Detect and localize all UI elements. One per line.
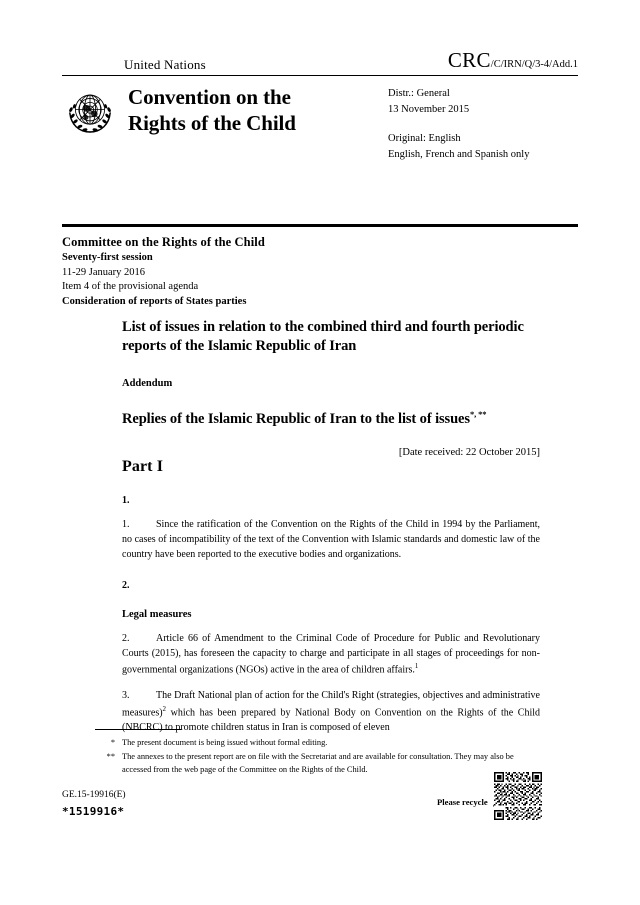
addendum-label: Addendum: [122, 377, 173, 389]
footnote-text: The present document is being issued without formal editing.: [122, 738, 328, 747]
available-languages: English, French and Spanish only: [388, 148, 530, 160]
un-emblem-icon: [62, 85, 118, 141]
subheading-legal-measures: Legal measures: [122, 608, 192, 620]
section-divider: [62, 224, 578, 227]
committee-session: Seventy-first session: [62, 252, 153, 264]
masthead-right: [388, 83, 578, 162]
original-language: Original: English: [388, 133, 461, 145]
job-number: GE.15-19916(E): [62, 790, 126, 800]
masthead-left: [62, 83, 296, 162]
replies-title: [122, 409, 540, 428]
masthead: [62, 48, 578, 162]
agenda-item: Item 4 of the provisional agenda: [62, 281, 199, 293]
committee-block: [62, 234, 578, 309]
part-heading: Part I: [122, 458, 164, 475]
footnote-row: [95, 751, 535, 777]
agenda-topic: Consideration of reports of States parties: [62, 295, 247, 307]
paragraph-3: [122, 688, 540, 735]
page-title: List of issues in relation to the combined third and fourth periodic reports of the Islamic Republic of Iran: [122, 319, 524, 355]
footnote-row: [95, 737, 535, 750]
footnote-marker: **: [106, 751, 115, 761]
footnote-divider: [95, 729, 181, 730]
paragraph-2-text: Article 66 of Amendment to the Criminal Code of Procedure for Public and Revolutionary Courts (2015), has foreseen the capacity to charge and participate in all stages of proceedings for non-governmental organizations (NGOs) active in the area of children affairs.: [122, 632, 540, 676]
document-symbol-main: CRC: [447, 48, 491, 72]
question-number-2: 2.: [122, 579, 130, 591]
footnotes-block: [95, 737, 535, 777]
date-received: [Date received: 22 October 2015]: [398, 447, 540, 459]
committee-session-dates: 11-29 January 2016: [62, 266, 146, 278]
footnote-text: The annexes to the present report are on file with the Secretariat and are available for consultation. They may also be accessed from the web page of the Committee on the Rights of the Child.: [122, 751, 514, 774]
recycle-label: Please recycle: [437, 796, 488, 807]
convention-title: [128, 85, 296, 136]
paragraph-3-text-after: which has been prepared by National Body on Convention on the Rights of the Child (NBCRC) to promote children status in Iran is composed of eleven: [122, 706, 540, 734]
paragraph-1-number: 1.: [122, 519, 130, 530]
distribution-line: Distr.: General: [388, 88, 450, 99]
paragraph-2: [122, 631, 540, 678]
paragraph-3-text-before: The Draft National plan of action for the Child's Right (strategies, objectives and administrative measures): [122, 690, 540, 718]
committee-name: Committee on the Rights of the Child: [62, 235, 265, 249]
convention-title-line1: Convention on the: [128, 85, 291, 109]
paragraph-2-footnote-marker: 1: [414, 661, 419, 670]
title-block: [122, 318, 540, 458]
document-symbol-suffix: /C/IRN/Q/3-4/Add.1: [490, 59, 578, 70]
body-block: [122, 458, 540, 735]
masthead-rule: [62, 75, 578, 76]
convention-title-line2: Rights of the Child: [128, 110, 296, 135]
barcode-number: *1519916*: [62, 804, 125, 818]
replies-title-text: Replies of the Islamic Republic of Iran to the list of issues: [122, 410, 470, 427]
paragraph-2-number: 2.: [122, 632, 130, 644]
masthead-top-row: [62, 48, 578, 75]
paragraph-3-footnote-marker: 2: [162, 704, 167, 713]
qr-code: [494, 772, 542, 820]
footnote-marker: *: [110, 738, 115, 747]
paragraph-3-number: 3.: [122, 690, 130, 702]
document-date: 13 November 2015: [388, 103, 470, 115]
paragraph-1: [122, 517, 540, 563]
organization-name: United Nations: [124, 57, 206, 72]
document-symbol: [448, 48, 578, 73]
replies-title-markers: *, **: [469, 408, 487, 419]
masthead-body-row: [62, 83, 578, 162]
paragraph-1-text: Since the ratification of the Convention on the Rights of the Child in 1994 by the Parliament, no cases of incompatibility of the text of the Convention with Islamic standards and domestic law of the country have been reported to the executive bodies and organizations.: [122, 519, 540, 561]
question-number-1: 1.: [122, 495, 130, 506]
footer-left: [62, 789, 126, 820]
